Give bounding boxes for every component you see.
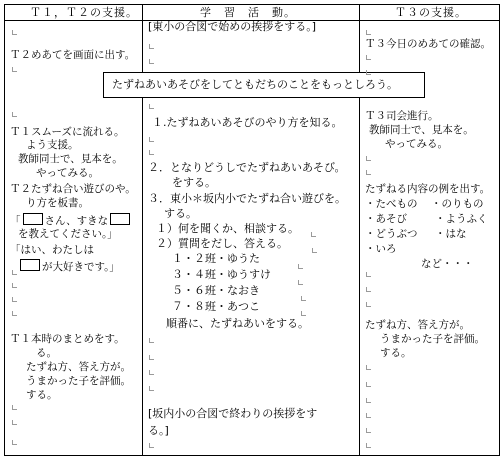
right-eval-2: うまかった子を評価。 [380, 333, 485, 345]
right-example-etc: など・・・ [421, 258, 474, 270]
left-t1-summary-5: する。 [26, 389, 58, 401]
middle-order: 順番に、たずねあいをする。 [166, 317, 309, 330]
paragraph-mark [366, 382, 371, 387]
paragraph-mark [366, 272, 371, 277]
paragraph-mark [12, 405, 17, 410]
middle-pair-4: ７・８班・あつこ [172, 300, 260, 313]
paragraph-mark [366, 30, 371, 35]
left-t1-summary-3: たずね方、答え方が。 [26, 361, 131, 373]
blank-box-answer [20, 259, 40, 271]
header-right: Ｔ３の支援。 [395, 6, 467, 19]
left-answer-line-1: 「はい、わたしは [10, 244, 94, 256]
paragraph-mark [298, 264, 303, 269]
answer-text-2: が大好きです。」 [42, 261, 120, 273]
right-t3-mod-2: 教師同士で、見本を。 [369, 124, 474, 136]
paragraph-mark [12, 440, 17, 445]
left-t1-smooth-1: Ｔ１スムーズに流れる。 [10, 126, 125, 138]
right-example-flower: ・はな [435, 228, 467, 240]
blank-box-name [23, 213, 43, 225]
middle-end-greeting-2: る。] [148, 424, 169, 437]
question-text-1: さん、すきな [44, 215, 109, 227]
middle-pair-2: ３・４班・ゆうすけ [172, 268, 271, 281]
paragraph-mark [312, 248, 317, 253]
paragraph-mark [12, 283, 17, 288]
middle-start-greeting: [東小の合図で始めの挨拶をする。] [148, 20, 317, 33]
middle-step-2-line-1: ２．となりどうしでたずねあいあそび。 [148, 161, 346, 174]
blank-box-topic [110, 213, 130, 225]
paragraph-mark [298, 280, 303, 285]
right-t3-mod-3: やってみる。 [385, 138, 448, 150]
middle-step-3-line-2: する。 [164, 207, 197, 220]
paragraph-mark [149, 386, 154, 391]
right-example-clothes: ・ようふく [435, 213, 488, 225]
middle-pair-1: １・２班・ゆうた [172, 252, 260, 265]
middle-pair-3: ５・６班・なおき [172, 284, 260, 297]
paragraph-mark [149, 59, 154, 64]
question-open-bracket: 「 [10, 215, 21, 227]
paragraph-mark [149, 443, 154, 448]
right-example-animal: ・どうぶつ [365, 228, 418, 240]
left-t1-summary-4: うまかった子を評価。 [26, 375, 131, 387]
paragraph-mark [366, 55, 371, 60]
paragraph-mark [12, 297, 17, 302]
paragraph-mark [366, 428, 371, 433]
paragraph-mark [149, 355, 154, 360]
paragraph-mark [149, 137, 154, 142]
right-example-vehicle: ・のりもの [431, 198, 484, 210]
paragraph-mark [366, 443, 371, 448]
right-examples-title: たずねる内容の例を出す。 [365, 183, 491, 195]
paragraph-mark [366, 156, 371, 161]
middle-sub-1: １）何を聞くか、相談する。 [156, 222, 299, 235]
paragraph-mark [366, 398, 371, 403]
left-question-line-2: を教えてください。」 [18, 228, 118, 240]
left-t1-smooth-4: やってみる。 [36, 167, 99, 179]
lesson-goal-box [103, 72, 425, 98]
left-t2-board-2: り方を板書。 [26, 197, 89, 209]
left-t1-summary-2: る。 [36, 347, 57, 359]
middle-step-2-line-2: をする。 [172, 176, 216, 189]
paragraph-mark [12, 112, 17, 117]
middle-sub-2: ２）質問をだし、答える。 [156, 237, 288, 250]
paragraph-mark [12, 30, 17, 35]
header-left: Ｔ１，Ｔ２の支援。 [30, 6, 138, 19]
left-question-line-1 [10, 213, 132, 228]
paragraph-mark [12, 311, 17, 316]
right-eval-1: たずね方、答え方が。 [365, 319, 470, 331]
left-t1-smooth-3: 教師同士で、見本を。 [18, 153, 123, 165]
paragraph-mark [366, 365, 371, 370]
middle-step-1: １.たずねあいあそびのやり方を知る。 [152, 116, 343, 129]
paragraph-mark [366, 70, 371, 75]
paragraph-mark [12, 420, 17, 425]
header-middle: 学 習 活 動。 [200, 6, 296, 19]
paragraph-mark [366, 170, 371, 175]
right-t3-moderator: Ｔ３司会進行。 [365, 110, 439, 122]
paragraph-mark [149, 370, 154, 375]
paragraph-mark [149, 104, 154, 109]
left-answer-line-2 [18, 259, 120, 274]
paragraph-mark [366, 302, 371, 307]
paragraph-mark [149, 44, 154, 49]
right-eval-3: する。 [380, 347, 412, 359]
paragraph-mark [366, 413, 371, 418]
paragraph-mark [149, 150, 154, 155]
left-t1-smooth-2: よう支援。 [26, 139, 79, 151]
right-example-play: ・あそび [365, 213, 407, 225]
left-t2-board-1: Ｔ２たずね合い遊びのや。 [10, 183, 136, 195]
paragraph-mark [311, 232, 316, 237]
left-t1-summary-1: Ｔ１本時のまとめをす。 [10, 333, 125, 345]
left-t2-goal: Ｔ２めあてを画面に出す。 [10, 49, 136, 61]
paragraph-mark [12, 67, 17, 72]
paragraph-mark [301, 296, 306, 301]
middle-step-3-line-1: ３．東小＊坂内小でたずね合い遊びを。 [148, 192, 346, 205]
middle-end-greeting-1: [坂内小の合図で終わりの挨拶をす [148, 407, 318, 420]
lesson-goal-text: たずねあいあそびをしてともだちのことをもっとしろう。 [112, 78, 398, 91]
paragraph-mark [366, 287, 371, 292]
right-t3-today: Ｔ３今日のめあての確認。 [365, 38, 491, 50]
right-example-color: ・いろ [365, 243, 397, 255]
right-example-food: ・たべもの [365, 198, 418, 210]
paragraph-mark [12, 270, 17, 275]
paragraph-mark [301, 311, 306, 316]
paragraph-mark [149, 338, 154, 343]
